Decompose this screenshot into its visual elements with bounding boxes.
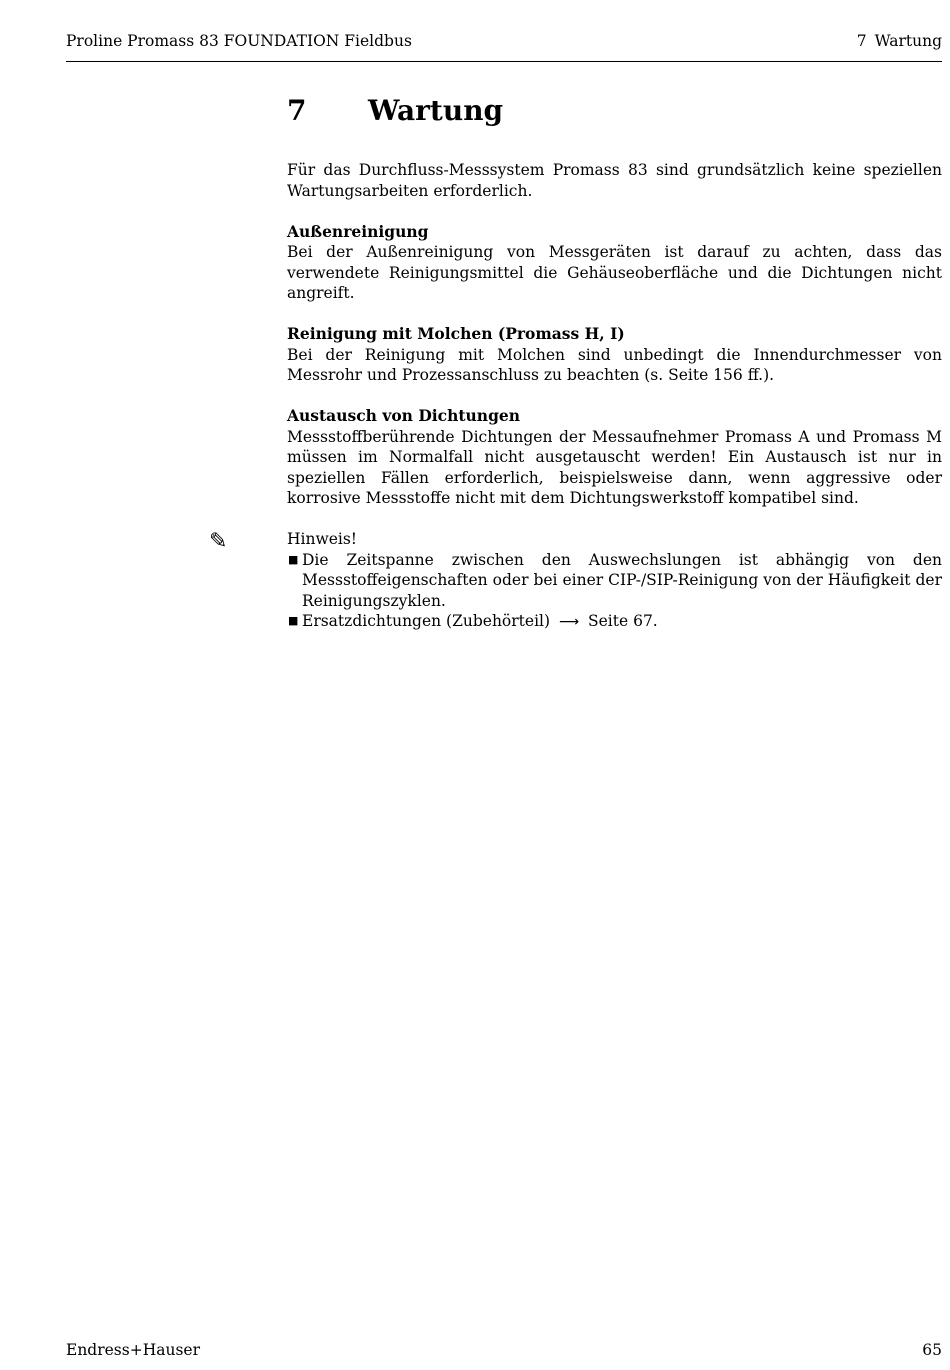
footer-brand: Endress+Hauser [66,1341,200,1359]
section-text: Messstoffberührende Dichtungen der Messaufnehmer Promass A und Promass M müssen im Normalfall nicht ausgetauscht werden! Ein Austausch ist nur in speziellen Fällen erforderlich, beispielsweise dann, wenn aggressive oder korrosive Messstoffe nicht mit dem Dichtungswerkstoff kompatibel sind. [287,427,942,507]
header-section-title: Wartung [874,32,942,50]
pencil-icon: ✎ [209,529,228,554]
section-text: Bei der Außenreinigung von Messgeräten ist darauf zu achten, dass das verwendete Reinigungsmittel die Gehäuseoberfläche und die Dichtungen nicht angreift. [287,243,942,302]
note-block [209,529,942,633]
chapter-heading [287,94,503,127]
section-pig-cleaning [287,324,942,386]
header-section-number: 7 [856,32,867,50]
main-content [209,160,942,633]
note-item [287,611,942,633]
document-title: Proline Promass 83 FOUNDATION Fieldbus [66,32,412,50]
section-heading: Austausch von Dichtungen [287,406,521,425]
section-heading: Reinigung mit Molchen (Promass H, I) [287,324,625,343]
page-number: 65 [922,1341,942,1359]
chapter-number: 7 [287,94,307,127]
bullet-icon: ■ [288,552,299,566]
page-reference: Seite 67. [588,612,658,630]
section-external-cleaning [287,222,942,304]
page-header [66,32,942,62]
note-item-text: Die Zeitspanne zwischen den Auswechslungen ist abhängig von den Messstoffeigenschaften oder bei einer CIP-/SIP-Reinigung von der Häufigkeit der Reinigungszyklen. [302,550,942,610]
section-text: Bei der Reinigung mit Molchen sind unbedingt die Innendurchmesser von Messrohr und Prozessanschluss zu beachten (s. Seite 156 ff.). [287,345,942,384]
chapter-title: Wartung [368,94,504,127]
note-item-text: Ersatzdichtungen (Zubehörteil) [302,612,551,630]
arrow-right-icon: ⟶ [558,614,580,630]
intro-paragraph: Für das Durchfluss-Messsystem Promass 83 sind grundsätzlich keine speziellen Wartungsarbeiten erforderlich. [287,161,942,200]
bullet-icon: ■ [288,614,299,627]
note-item [287,550,942,612]
note-list [287,550,942,633]
note-label: Hinweis! [287,530,358,548]
header-section [857,32,942,50]
section-seal-replacement [287,406,942,509]
section-heading: Außenreinigung [287,221,429,241]
